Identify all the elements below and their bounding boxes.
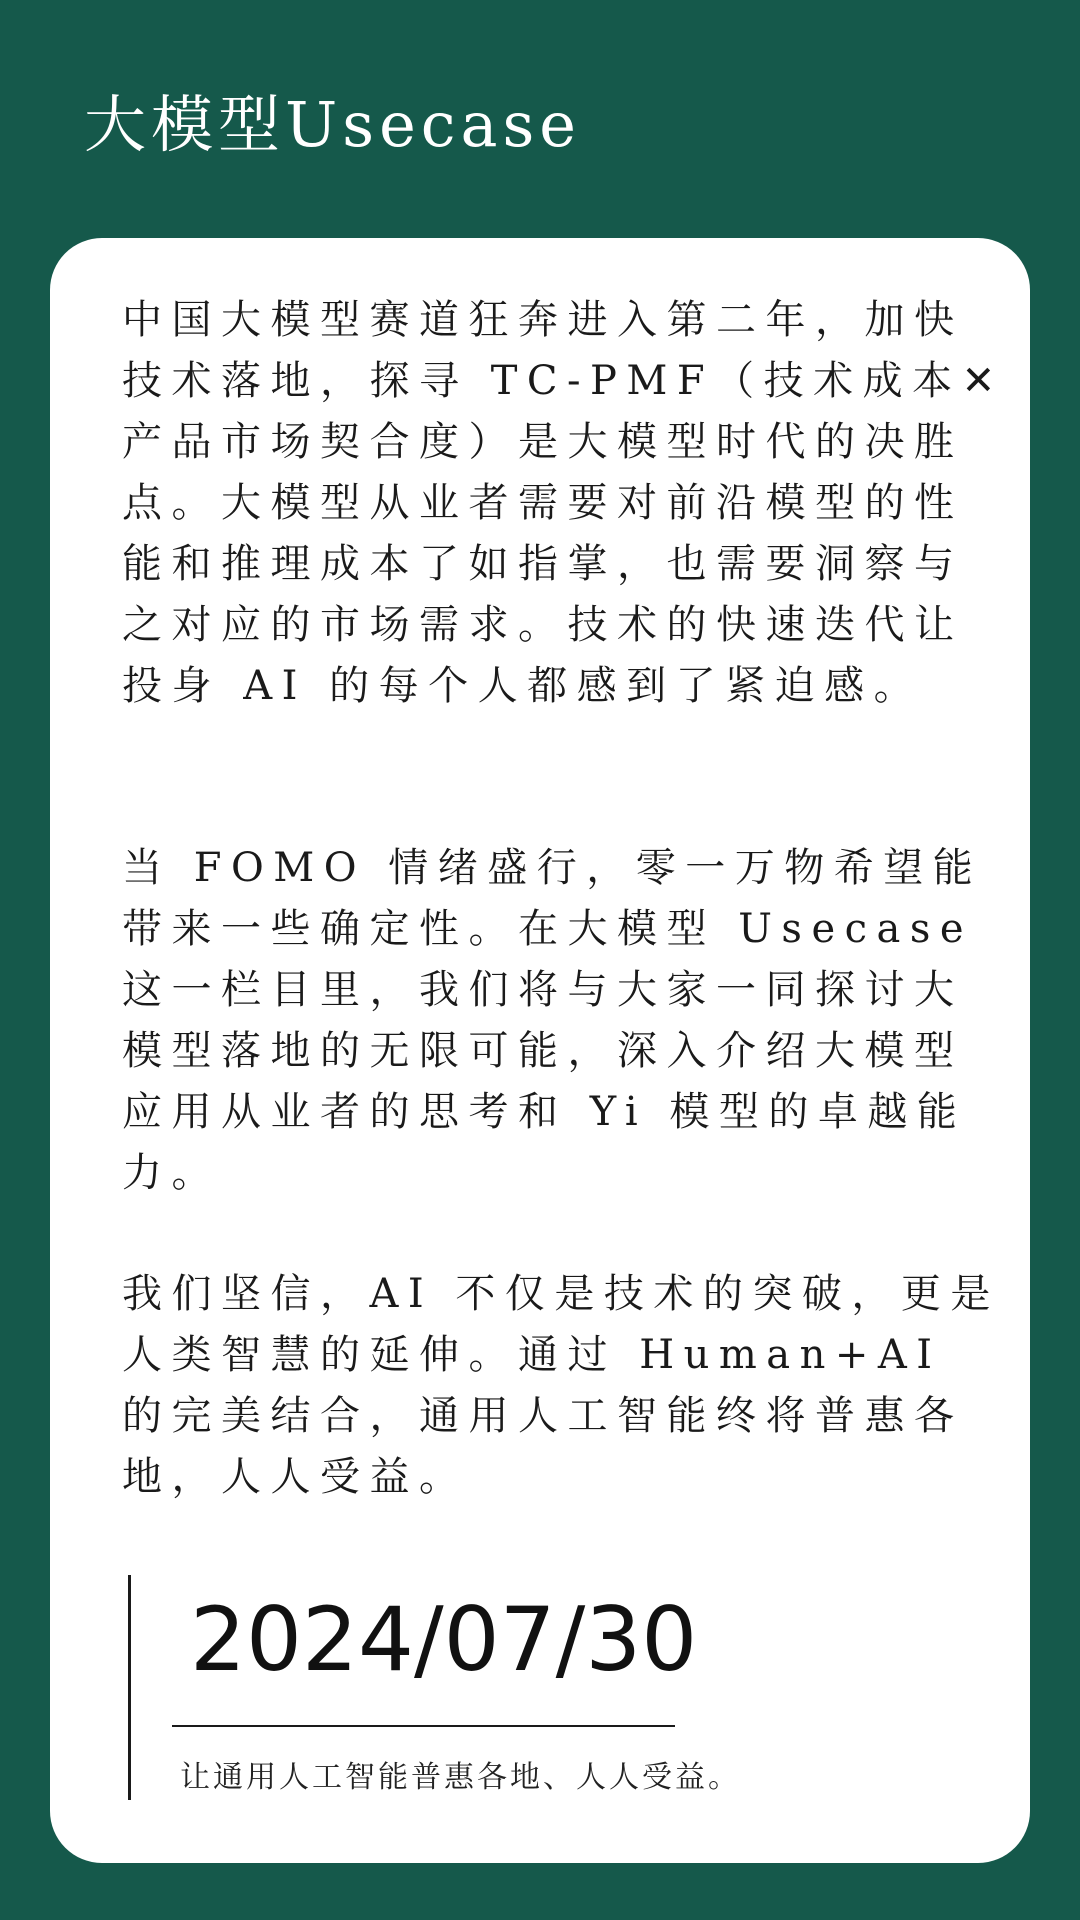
page-title: 大模型Usecase [84, 88, 581, 161]
usecase-paragraph: 当 FOMO 情绪盛行，零一万物希望能带来一些确定性。在大模型 Usecase 这一栏目里，我们将与大家一同探讨大模型落地的无限可能，深入介绍大模型应用从业者的思考和 Yi 模型的卓越能力。 [122, 845, 983, 1196]
publish-date: 2024/07/30 [190, 1588, 698, 1691]
slogan: 让通用人工智能普惠各地、人人受益。 [180, 1760, 741, 1795]
date-vertical-rule [128, 1575, 131, 1800]
intro-paragraph: 中国大模型赛道狂奔进入第二年，加快技术落地，探寻 TC-PMF（技术成本✕产品市场契合度）是大模型时代的决胜点。大模型从业者需要对前沿模型的性能和推理成本了如指掌，也需要洞察与之对应的市场需求。技术的快速迭代让投身 AI 的每个人都感到了紧迫感。 [122, 297, 1005, 709]
belief-paragraph: 我们坚信，AI 不仅是技术的突破，更是人类智慧的延伸。通过 Human+AI 的完美结合，通用人工智能终将普惠各地，人人受益。 [122, 1271, 1000, 1500]
date-divider [172, 1725, 675, 1727]
content-card [50, 238, 1030, 1863]
